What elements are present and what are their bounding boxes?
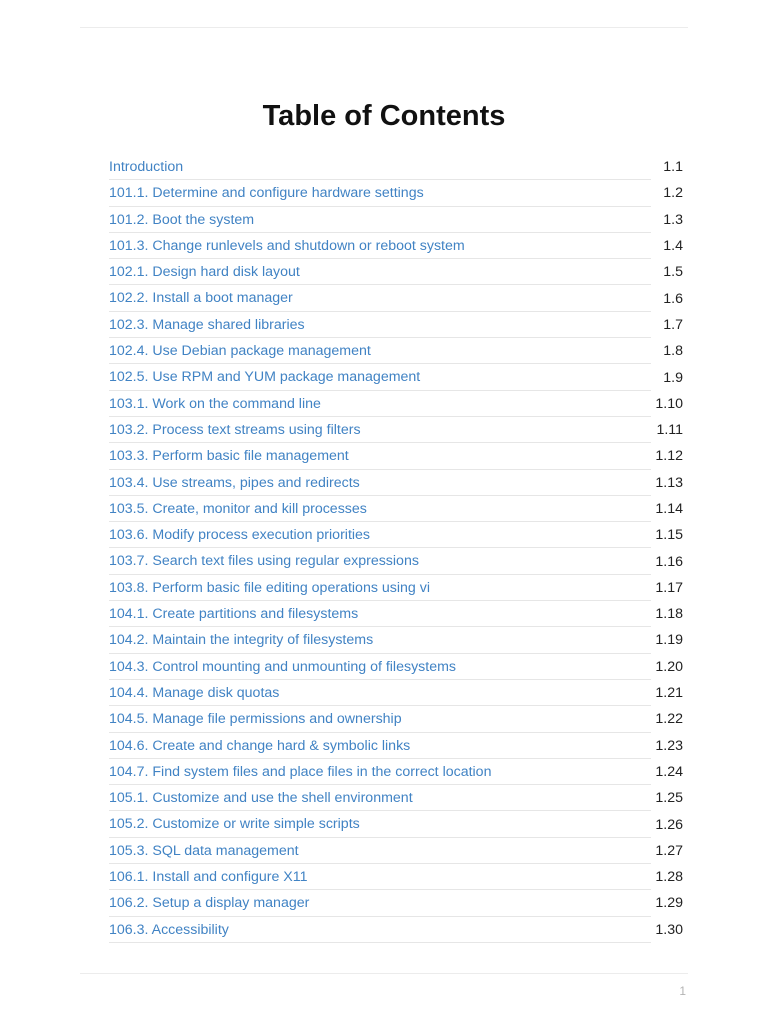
toc-entry-number: 1.19 [655, 632, 683, 649]
toc-entry-link[interactable]: 101.1. Determine and configure hardware settings [109, 180, 651, 206]
toc-entry-link[interactable]: 102.3. Manage shared libraries [109, 312, 651, 338]
toc-entry [109, 575, 685, 601]
toc-entry-number: 1.8 [663, 343, 683, 360]
toc-entry-number: 1.25 [655, 790, 683, 807]
toc-entry-number: 1.23 [655, 737, 683, 754]
toc-entry [109, 338, 685, 364]
toc-entry-number: 1.18 [655, 606, 683, 623]
toc-entry-link[interactable]: 102.1. Design hard disk layout [109, 259, 651, 285]
table-of-contents [109, 154, 685, 943]
toc-entry [109, 890, 685, 916]
toc-entry-number: 1.27 [655, 842, 683, 859]
toc-entry-number: 1.5 [663, 264, 683, 281]
toc-entry-link[interactable]: 102.2. Install a boot manager [109, 285, 651, 311]
toc-entry-link[interactable]: 102.4. Use Debian package management [109, 338, 651, 364]
toc-entry [109, 391, 685, 417]
toc-entry-link[interactable]: 103.1. Work on the command line [109, 391, 651, 417]
toc-entry-link[interactable]: 103.5. Create, monitor and kill processes [109, 496, 651, 522]
toc-entry [109, 470, 685, 496]
toc-entry [109, 233, 685, 259]
toc-entry [109, 811, 685, 837]
toc-entry-number: 1.16 [655, 553, 683, 570]
toc-entry [109, 417, 685, 443]
toc-entry-link[interactable]: 104.1. Create partitions and filesystems [109, 601, 651, 627]
toc-entry-link[interactable]: Introduction [109, 154, 651, 180]
toc-entry-number: 1.26 [655, 816, 683, 833]
toc-entry [109, 917, 685, 943]
toc-entry [109, 680, 685, 706]
header-divider [80, 27, 688, 28]
page-number: 1 [679, 984, 686, 998]
toc-entry-link[interactable]: 104.3. Control mounting and unmounting of filesystems [109, 654, 651, 680]
toc-entry-number: 1.4 [663, 238, 683, 255]
toc-entry-number: 1.21 [655, 685, 683, 702]
toc-entry-link[interactable]: 101.3. Change runlevels and shutdown or reboot system [109, 233, 651, 259]
toc-entry-link[interactable]: 104.5. Manage file permissions and ownership [109, 706, 651, 732]
toc-entry [109, 312, 685, 338]
toc-entry-link[interactable]: 103.4. Use streams, pipes and redirects [109, 470, 651, 496]
toc-entry-number: 1.30 [655, 921, 683, 938]
toc-entry [109, 207, 685, 233]
toc-entry [109, 548, 685, 574]
toc-entry-number: 1.9 [663, 369, 683, 386]
toc-entry-link[interactable]: 106.2. Setup a display manager [109, 890, 651, 916]
toc-entry-link[interactable]: 101.2. Boot the system [109, 207, 651, 233]
toc-entry-link[interactable]: 103.3. Perform basic file management [109, 443, 651, 469]
toc-entry [109, 785, 685, 811]
toc-entry-link[interactable]: 104.7. Find system files and place files in the correct location [109, 759, 651, 785]
toc-entry [109, 627, 685, 653]
toc-entry-number: 1.24 [655, 763, 683, 780]
toc-entry [109, 364, 685, 390]
toc-entry [109, 285, 685, 311]
toc-entry-number: 1.22 [655, 711, 683, 728]
toc-entry [109, 522, 685, 548]
toc-entry-link[interactable]: 106.3. Accessibility [109, 917, 651, 943]
toc-entry [109, 759, 685, 785]
toc-entry-number: 1.6 [663, 290, 683, 307]
toc-entry [109, 259, 685, 285]
toc-entry-number: 1.13 [655, 474, 683, 491]
toc-entry-link[interactable]: 103.6. Modify process execution priorities [109, 522, 651, 548]
toc-entry-link[interactable]: 102.5. Use RPM and YUM package management [109, 364, 651, 390]
toc-entry-link[interactable]: 105.2. Customize or write simple scripts [109, 811, 651, 837]
toc-entry-link[interactable]: 105.1. Customize and use the shell environment [109, 785, 651, 811]
toc-entry [109, 443, 685, 469]
toc-entry-number: 1.10 [655, 395, 683, 412]
toc-entry-link[interactable]: 106.1. Install and configure X11 [109, 864, 651, 890]
toc-entry-number: 1.29 [655, 895, 683, 912]
toc-entry-number: 1.14 [655, 501, 683, 517]
toc-entry-link[interactable]: 103.7. Search text files using regular expressions [109, 548, 651, 574]
toc-entry-number: 1.3 [663, 211, 683, 228]
footer-divider [80, 973, 688, 974]
toc-entry [109, 496, 685, 522]
toc-entry-link[interactable]: 103.8. Perform basic file editing operations using vi [109, 575, 651, 601]
toc-entry-number: 1.15 [655, 527, 683, 544]
toc-entry [109, 154, 685, 180]
toc-entry-link[interactable]: 105.3. SQL data management [109, 838, 651, 864]
toc-entry-number: 1.17 [655, 579, 683, 596]
toc-entry [109, 601, 685, 627]
toc-entry [109, 733, 685, 759]
toc-entry [109, 180, 685, 206]
toc-entry-number: 1.28 [655, 869, 683, 886]
toc-entry-number: 1.7 [663, 316, 683, 333]
page-title: Table of Contents [262, 100, 506, 132]
toc-entry-number: 1.12 [655, 448, 683, 465]
toc-entry [109, 706, 685, 732]
toc-entry-link[interactable]: 103.2. Process text streams using filters [109, 417, 651, 443]
toc-entry-number: 1.11 [656, 422, 683, 439]
toc-entry-number: 1.1 [663, 159, 683, 176]
toc-entry [109, 864, 685, 890]
toc-entry-number: 1.2 [663, 185, 683, 202]
toc-entry-link[interactable]: 104.6. Create and change hard & symbolic links [109, 733, 651, 759]
toc-entry-number: 1.20 [655, 658, 683, 675]
toc-entry-link[interactable]: 104.2. Maintain the integrity of filesystems [109, 627, 651, 653]
toc-entry [109, 654, 685, 680]
toc-entry-link[interactable]: 104.4. Manage disk quotas [109, 680, 651, 706]
toc-entry [109, 838, 685, 864]
